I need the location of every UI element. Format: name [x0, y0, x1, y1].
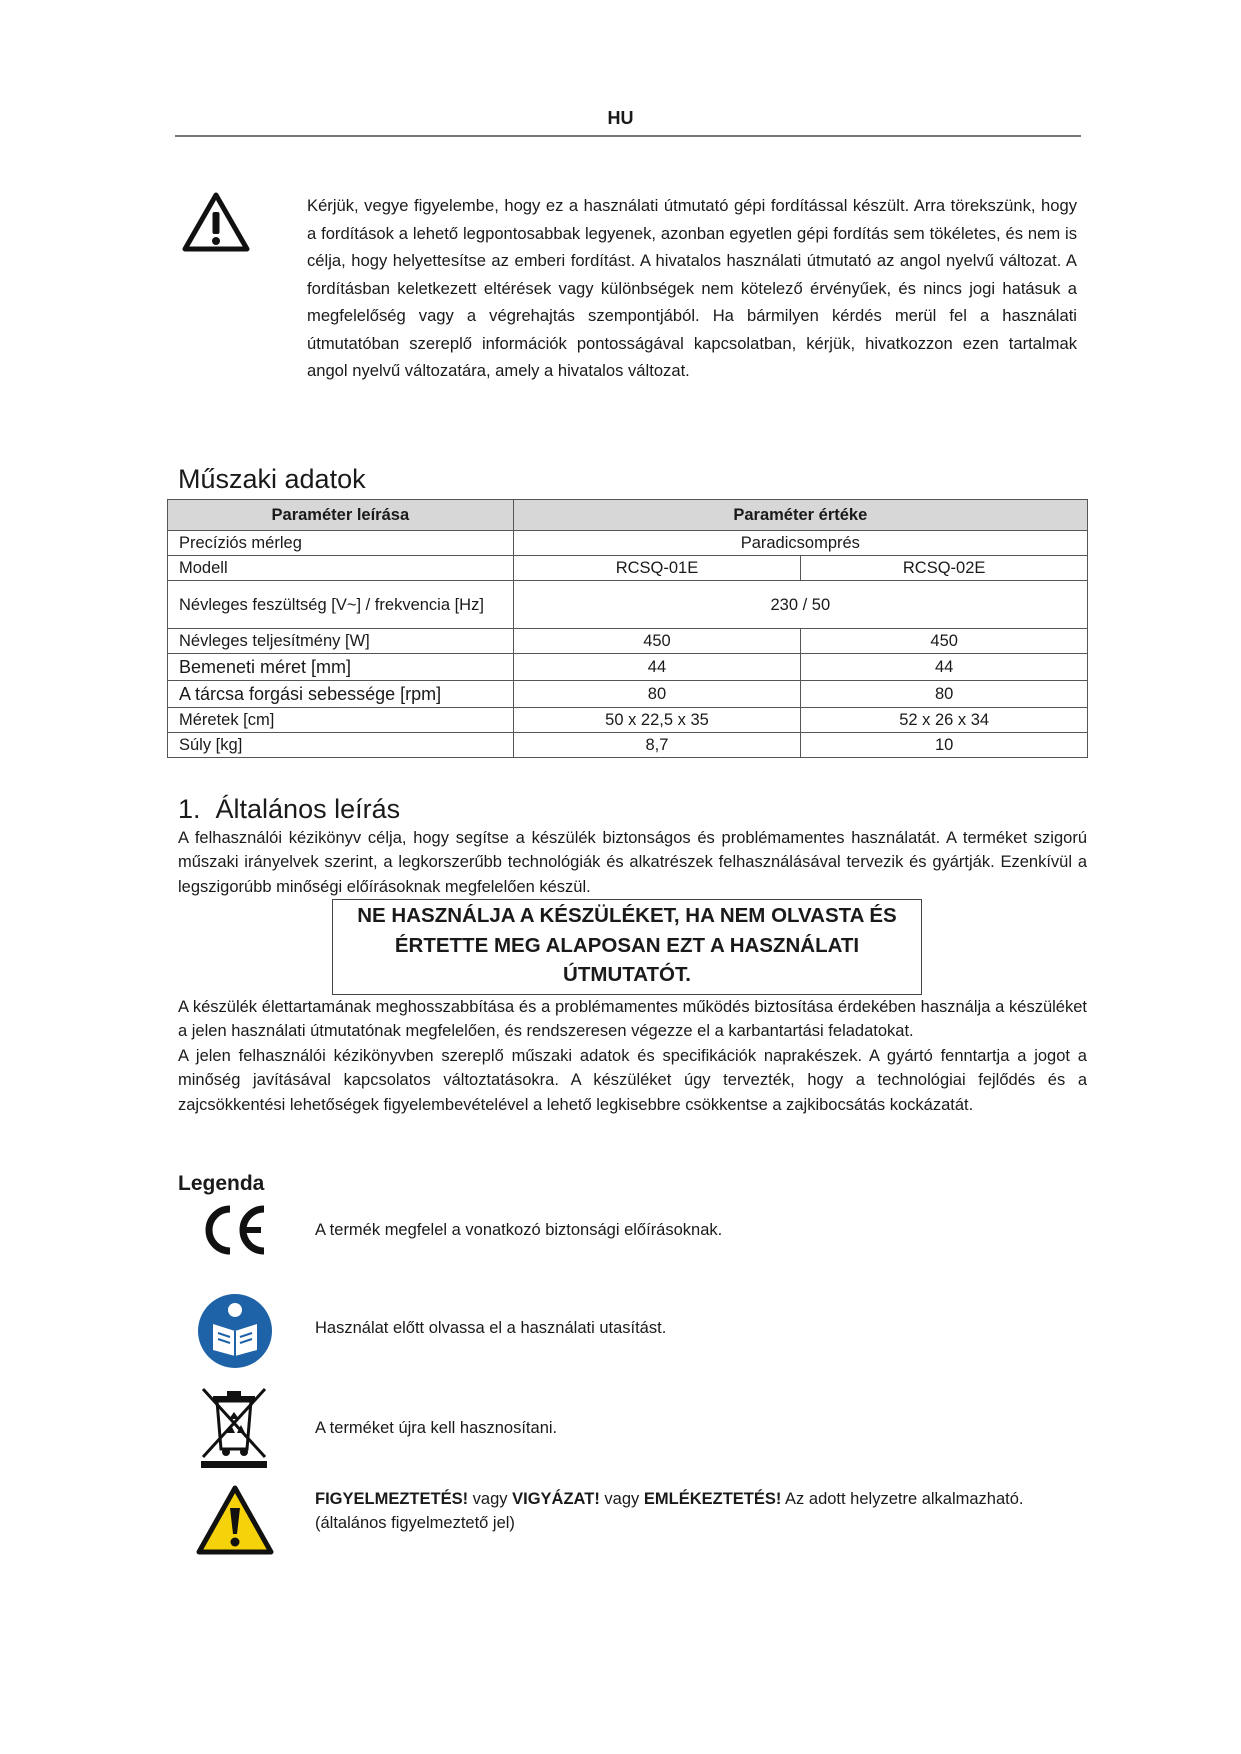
row-value: 450 [513, 629, 801, 654]
column-header: Paraméter értéke [513, 500, 1087, 531]
legend-warning-text [315, 1487, 1024, 1535]
connector-text: vagy [468, 1490, 513, 1508]
read-manual-icon [197, 1293, 273, 1369]
header-language: HU [607, 108, 634, 128]
paragraph: A felhasználói kézikönyv célja, hogy segítse a készülék biztonságos és problémamentes használatát. A terméket szigorú műszaki irányelvek szerint, a legkorszerűbb technológiák és alkatrészek felhasználásával tervezik és gyártják. Ezenkívül a legszigorúbb minőségi előírásoknak megfelelően készül. [178, 829, 1087, 896]
table-header-row [168, 500, 1088, 531]
legend-title: Legenda [178, 1172, 265, 1195]
legend-warning-subline: (általános figyelmeztető jel) [315, 1514, 515, 1532]
warning-line: NE HASZNÁLJA A KÉSZÜLÉKET, HA NEM OLVASTA ÉS [357, 904, 897, 927]
legend-text: Használat előtt olvassa el a használati utasítást. [315, 1319, 667, 1337]
legend-text: A terméket újra kell hasznosítani. [315, 1419, 558, 1437]
paragraph: A készülék élettartamának meghosszabbítása és a problémamentes működés biztosítása érdekében használja a készüléket a jelen használati útmutatónak megfelelően, és rendszeresen végezze el a karbantartási feladatokat. [178, 998, 1087, 1041]
table-row [168, 556, 1088, 581]
table-row [168, 654, 1088, 681]
row-value: 230 / 50 [513, 581, 1087, 629]
row-label: Névleges feszültség [V~] / frekvencia [Hz] [168, 581, 514, 629]
warning-triangle-icon [182, 192, 250, 252]
legend-warning-line [315, 1487, 1024, 1511]
applicability-text: Az adott helyzetre alkalmazható. [781, 1490, 1024, 1508]
warning-term: FIGYELMEZTETÉS! [315, 1490, 469, 1508]
caution-term: VIGYÁZAT! [512, 1490, 600, 1508]
table-row [168, 581, 1088, 629]
warning-line: ÉRTETTE MEG ALAPOSAN EZT A HASZNÁLATI [394, 933, 860, 957]
row-label: Névleges teljesítmény [W] [168, 629, 514, 654]
row-label: Modell [168, 556, 514, 581]
warning-box [332, 899, 922, 995]
table-row [168, 531, 1088, 556]
row-value: 50 x 22,5 x 35 [513, 708, 801, 733]
row-value: 52 x 26 x 34 [801, 708, 1088, 733]
row-value: RCSQ-02E [801, 556, 1088, 581]
column-header: Paraméter leírása [168, 500, 514, 531]
reminder-term: EMLÉKEZTETÉS! [643, 1490, 782, 1508]
warning-line: ÚTMUTATÓT. [563, 963, 691, 986]
row-value: Paradicsomprés [513, 531, 1087, 556]
row-label: Bemeneti méret [mm] [168, 654, 514, 681]
paragraph: A jelen felhasználói kézikönyvben szereplő műszaki adatok és specifikációk naprakészek. A gyártó fenntartja a jogot a minőség javításával kapcsolatos változtatásokra. A készüléket úgy tervezték, hogy a technológiai fejlődés és a zajcsökkentési lehetőségek figyelembevételével a lehető legkisebbre csökkentse a zajkibocsátás kockázatát. [178, 1047, 1087, 1114]
row-label: Súly [kg] [168, 733, 514, 758]
section-title: 1. Általános leírás [178, 794, 401, 824]
warning-triangle-icon [195, 1484, 275, 1556]
row-value: RCSQ-01E [513, 556, 801, 581]
row-value: 8,7 [513, 733, 801, 758]
row-label: Méretek [cm] [168, 708, 514, 733]
row-label: A tárcsa forgási sebessége [rpm] [168, 681, 514, 708]
translation-notice: Kérjük, vegye figyelembe, hogy ez a használati útmutató gépi fordítással készült. Arra törekszünk, hogy a fordítások a lehető legpontosabbak legyenek, azonban egyetlen gépi fordítás sem tökéletes, és nem is célja, hogy helyettesítse az emberi fordítást. A hivatalos használati útmutató az angol nyelvű változat. A fordításban keletkezett eltérések vagy különbségek nem kötelező érvényűek, és nincs jogi hatásuk a megfelelőség vagy a végrehajtás szempontjából. Ha bármilyen kérdés merül fel a használati útmutatóban szereplő információk pontosságával kapcsolatban, kérjük, hivatkozzon ezen tartalmak angol nyelvű változatára, amely a hivatalos változat. [307, 196, 1077, 380]
row-value: 80 [513, 681, 801, 708]
table-row [168, 681, 1088, 708]
legend-text: A termék megfelel a vonatkozó biztonsági előírásoknak. [315, 1221, 723, 1239]
table-row [168, 629, 1088, 654]
ce-mark-icon [200, 1203, 270, 1257]
spec-table [167, 499, 1088, 758]
weee-bin-icon [199, 1385, 269, 1469]
connector-text: vagy [599, 1490, 644, 1508]
row-value: 80 [801, 681, 1088, 708]
table-row [168, 733, 1088, 758]
row-value: 44 [801, 654, 1088, 681]
header-divider [175, 135, 1081, 137]
row-value: 44 [513, 654, 801, 681]
row-value: 450 [801, 629, 1088, 654]
row-label: Precíziós mérleg [168, 531, 514, 556]
tech-data-title: Műszaki adatok [178, 464, 366, 494]
row-value: 10 [801, 733, 1088, 758]
table-row [168, 708, 1088, 733]
